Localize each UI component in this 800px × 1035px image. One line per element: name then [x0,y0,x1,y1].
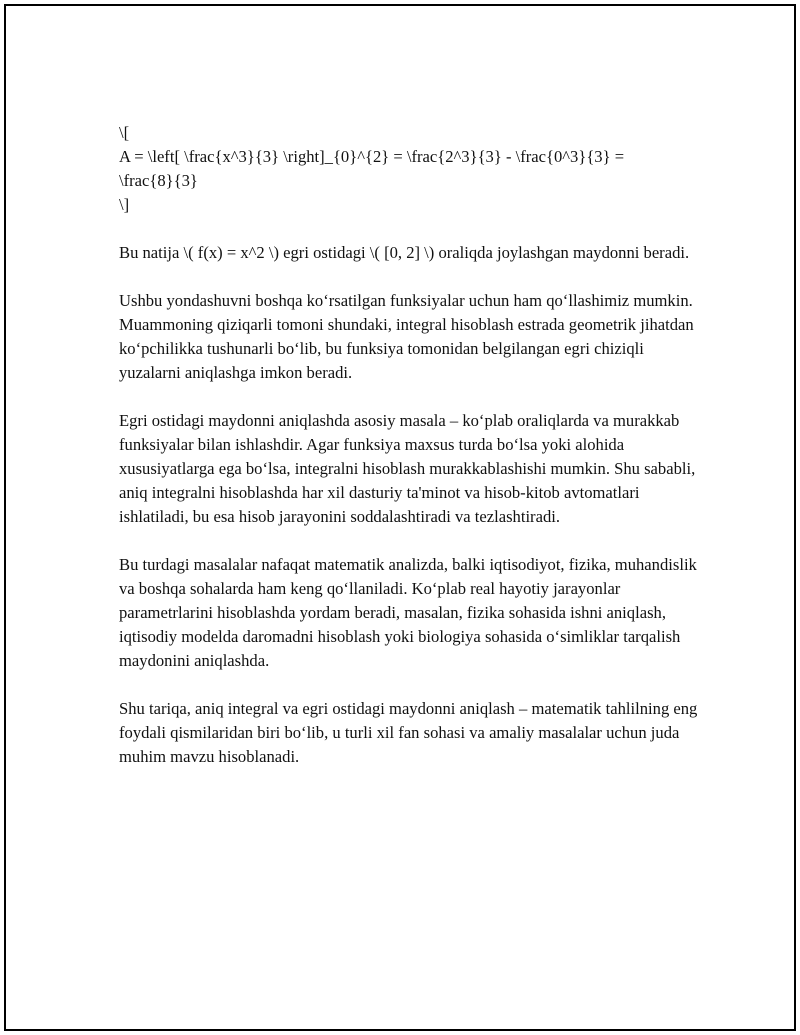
document-page [4,4,796,1031]
math-equation-line: A = \left[ \frac{x^3}{3} \right]_{0}^{2} = \frac{2^3}{3} - \frac{0^3}{3} = [119,147,625,166]
document-body [119,121,699,793]
paragraph-approach: Ushbu yondashuvni boshqa koʻrsatilgan funksiyalar uchun ham qoʻllashimiz mumkin. Muammoning qiziqarli tomoni shundaki, integral hisoblash estrada geometrik jihatdan koʻpchilikka tushunarli boʻlib, bu funksiya tomonidan belgilangan egri chiziqli yuzalarni aniqlashga imkon beradi. [119,291,694,382]
paragraph-applications: Bu turdagi masalalar nafaqat matematik analizda, balki iqtisodiyot, fizika, muhandislik va boshqa sohalarda ham keng qoʻllaniladi. Koʻplab real hayotiy jarayonlar parametrlarini hisoblashda yordam beradi, masalan, fizika sohasida ishni aniqlash, iqtisodiy modelda daromadni hisoblash yoki biologiya sohasida oʻsimliklar tarqalish maydonini aniqlashda. [119,555,697,670]
math-open-delimiter: \[ [119,123,130,142]
math-close-delimiter: \] [119,195,130,214]
paragraph-result-explanation: Bu natija \( f(x) = x^2 \) egri ostidagi \( [0, 2] \) oraliqda joylashgan maydonni beradi. [119,243,690,262]
display-math-block [119,121,699,217]
paragraph-main-problem: Egri ostidagi maydonni aniqlashda asosiy masala – koʻplab oraliqlarda va murakkab funksiyalar bilan ishlashdir. Agar funksiya maxsus turda boʻlsa yoki alohida xususiyatlarga ega boʻlsa, integralni hisoblash murakkablashishi mumkin. Shu sababli, aniq integralni hisoblashda har xil dasturiy ta'minot va hisob-kitob avtomatlari ishlatiladi, bu esa hisob jarayonini soddalashtiradi va tezlashtiradi. [119,411,696,526]
math-equation-result: \frac{8}{3} [119,171,198,190]
paragraph-conclusion: Shu tariqa, aniq integral va egri ostidagi maydonni aniqlash – matematik tahlilning eng foydali qismilaridan biri boʻlib, u turli xil fan sohasi va amaliy masalalar uchun juda muhim mavzu hisoblanadi. [119,699,698,766]
